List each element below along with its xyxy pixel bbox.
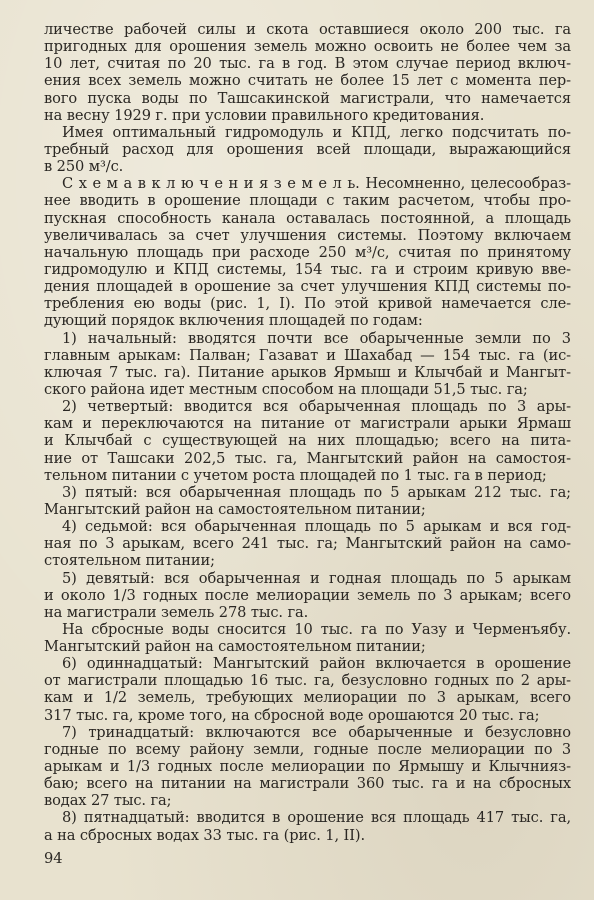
text-line: гидромодулю и КПД системы, 154 тыс. га и строим кривую вве-	[44, 260, 571, 278]
text-line: стоятельном питании;	[44, 552, 215, 570]
paragraph	[44, 809, 571, 843]
text-line: в 250 м³/с.	[44, 158, 124, 176]
text-line: дения площадей в орошение за счет улучшения КПД системы по-	[44, 278, 571, 296]
text-line: нее вводить в орошение площади с таким расчетом, чтобы про-	[44, 192, 571, 210]
paragraph	[44, 21, 571, 124]
text-line: и около 1/3 годных после мелиорации земель по 3 арыкам; всего	[44, 586, 571, 604]
text-line: 4) седьмой: вся обарыченная площадь по 5 арыкам и вся год-	[62, 518, 571, 536]
text-line: Мангытский район на самостоятельном питании;	[44, 638, 426, 656]
text-line: дующий порядок включения площадей по годам:	[44, 312, 423, 330]
paragraph	[44, 330, 571, 399]
text-line: баю; всего на питании на магистрали 360 тыс. га и на сбросных	[44, 775, 571, 793]
text-line: 2) четвертый: вводится вся обарыченная площадь по 3 ары-	[62, 398, 571, 416]
text-line: На сбросные воды сносится 10 тыс. га по Уазу и Черменъябу.	[62, 620, 571, 638]
paragraph	[44, 518, 571, 569]
text-line: Имея оптимальный гидромодуль и КПД, легко подсчитать по-	[62, 123, 571, 141]
text-line: требления ею воды (рис. 1, I). По этой кривой намечается сле-	[44, 295, 571, 313]
paragraph	[44, 724, 571, 810]
text-line: ского района идет местным способом на площади 51,5 тыс. га;	[44, 380, 528, 398]
text-line: годные по всему району земли, годные после мелиорации по 3	[44, 740, 571, 758]
text-line: 5) девятый: вся обарыченная и годная площадь по 5 арыкам	[62, 569, 571, 587]
text-line: 8) пятнадцатый: вводится в орошение вся площадь 417 тыс. га,	[62, 809, 571, 827]
paragraph	[44, 398, 571, 484]
text-line: увеличивалась за счет улучшения системы. Поэтому включаем	[44, 226, 571, 244]
text-line: 1) начальный: вводятся почти все обарыченные земли по 3	[62, 329, 571, 347]
paragraph	[44, 175, 571, 329]
text-line: кам и 1/2 земель, требующих мелиорации по 3 арыкам, всего	[44, 689, 571, 707]
text-line: личестве рабочей силы и скота оставшиеся около 200 тыс. га	[44, 21, 571, 38]
text-line: требный расход для орошения всей площади, выражающийся	[44, 140, 571, 158]
text-line: 7) тринадцатый: включаются все обарыченные и безусловно	[62, 723, 571, 741]
page-number: 94	[44, 850, 63, 867]
text-line: пускная способность канала оставалась постоянной, а площадь	[44, 209, 571, 227]
text-line: главным арыкам: Палван; Газават и Шахабад — 154 тыс. га (ис-	[44, 346, 571, 364]
text-line: 10 лет, считая по 20 тыс. га в год. В этом случае период включ-	[44, 55, 571, 73]
text-line: Мангытский район на самостоятельном питании;	[44, 500, 426, 518]
text-line: вого пуска воды по Ташсакинской магистрали, что намечается	[44, 89, 571, 107]
text-line: кам и переключаются на питание от магистрали арыки Ярмаш	[44, 415, 571, 433]
text-line: С х е м а в к л ю ч е н и я з е м е л ь. Несомненно, целесообраз-	[62, 175, 571, 193]
paragraph	[44, 124, 571, 175]
text-line: ключая 7 тыс. га). Питание арыков Ярмыш и Клычбай и Мангыт-	[44, 363, 571, 381]
text-line: начальную площадь при расходе 250 м³/с, считая по принятому	[44, 243, 571, 261]
text-line: 317 тыс. га, кроме того, на сбросной воде орошаются 20 тыс. га;	[44, 706, 540, 724]
text-line: от магистрали площадью 16 тыс. га, безусловно годных по 2 ары-	[44, 672, 571, 690]
text-line: а на сбросных водах 33 тыс. га (рис. 1, II).	[44, 826, 366, 844]
text-line: и Клычбай с существующей на них площадью; всего на пита-	[44, 432, 571, 450]
text-line: 6) одиннадцатый: Мангытский район включается в орошение	[62, 655, 571, 673]
text-line: тельном питании с учетом роста площадей по 1 тыс. га в период;	[44, 466, 547, 484]
text-line: на весну 1929 г. при условии правильного кредитования.	[44, 106, 485, 124]
paragraph	[44, 570, 571, 621]
text-line: водах 27 тыс. га;	[44, 792, 172, 810]
text-line: ная по 3 арыкам, всего 241 тыс. га; Мангытский район на само-	[44, 535, 571, 553]
text-line: арыкам и 1/3 годных после мелиорации по Ярмышу и Клычнияз-	[44, 758, 571, 776]
paragraph	[44, 484, 571, 518]
text-line: пригодных для орошения земель можно освоить не более чем за	[44, 38, 571, 56]
paragraph	[44, 655, 571, 724]
text-line: ения всех земель можно считать не более 15 лет с момента пер-	[44, 72, 571, 90]
text-line: ние от Ташсаки 202,5 тыс. га, Мангытский район на самостоя-	[44, 449, 571, 467]
text-line: 3) пятый: вся обарыченная площадь по 5 арыкам 212 тыс. га;	[62, 483, 571, 501]
paragraph	[44, 621, 571, 655]
body-text	[44, 21, 571, 844]
text-line: на магистрали земель 278 тыс. га.	[44, 603, 309, 621]
